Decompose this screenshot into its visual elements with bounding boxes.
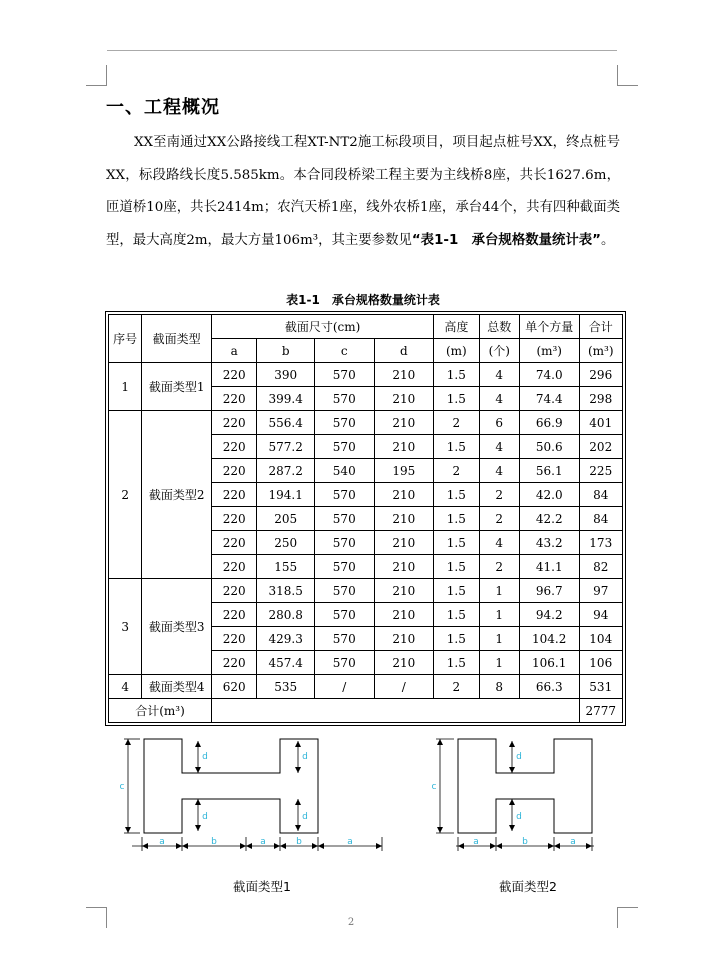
cell-value: 41.1 xyxy=(519,555,579,579)
cell-value: 220 xyxy=(211,579,256,603)
crop-mark-top-right xyxy=(617,65,638,86)
figure-caption-1: 截面类型1 xyxy=(233,879,291,894)
cell-value: 570 xyxy=(314,411,374,435)
cell-value: 66.9 xyxy=(519,411,579,435)
paragraph-end: 。 xyxy=(600,232,615,248)
cell-value: 96.7 xyxy=(519,579,579,603)
dim-a-right: a xyxy=(347,837,353,847)
table-row xyxy=(109,363,623,387)
cell-value: 4 xyxy=(479,459,519,483)
total-value: 2777 xyxy=(579,699,623,723)
cell-value: 225 xyxy=(579,459,623,483)
cell-value: 8 xyxy=(479,675,519,699)
dim-c: c xyxy=(119,782,125,792)
dim-a-mid: a xyxy=(260,837,266,847)
cell-value: 390 xyxy=(257,363,315,387)
cell-value: 173 xyxy=(579,531,623,555)
cell-value: 298 xyxy=(579,387,623,411)
cell-value: 210 xyxy=(374,651,434,675)
cell-value: 210 xyxy=(374,531,434,555)
cell-value: 82 xyxy=(579,555,623,579)
cell-value: 97 xyxy=(579,579,623,603)
header-height-unit: (m) xyxy=(434,339,479,363)
cell-value: 4 xyxy=(479,363,519,387)
cell-value: 220 xyxy=(211,627,256,651)
cell-value: 531 xyxy=(579,675,623,699)
cell-value: 620 xyxy=(211,675,256,699)
cell-value: / xyxy=(374,675,434,699)
header-count-unit: (个) xyxy=(479,339,519,363)
cell-value: 195 xyxy=(374,459,434,483)
cell-value: 570 xyxy=(314,363,374,387)
cell-seq: 1 xyxy=(109,363,142,411)
cell-value: 210 xyxy=(374,555,434,579)
cell-value: 210 xyxy=(374,603,434,627)
cell-value: 220 xyxy=(211,507,256,531)
dim-d-2: d xyxy=(202,812,208,822)
cell-value: 296 xyxy=(579,363,623,387)
cell-value: / xyxy=(314,675,374,699)
cell-value: 2 xyxy=(434,675,479,699)
cell-value: 535 xyxy=(257,675,315,699)
cell-value: 220 xyxy=(211,435,256,459)
cell-value: 570 xyxy=(314,627,374,651)
dim-d-3: d xyxy=(302,752,308,762)
cell-value: 2 xyxy=(479,555,519,579)
cell-value: 210 xyxy=(374,483,434,507)
cell-value: 210 xyxy=(374,387,434,411)
paragraph-text: XX至南通过XX公路接线工程XT-NT2施工标段项目，项目起点桩号XX，终点桩号XX，标段路线长度5.585km。本合同段桥梁工程主要为主线桥8座，共长1627.6m，匝道桥10座，共长2414m；农汽天桥1座，线外农桥1座，承台44个，共有四种截面类型，最大高度2m，最大方量106m³，其主要参数见 xyxy=(106,135,620,248)
cell-seq: 3 xyxy=(109,579,142,675)
cell-value: 1.5 xyxy=(434,531,479,555)
cell-value: 429.3 xyxy=(257,627,315,651)
table-row xyxy=(109,579,623,603)
cell-value: 220 xyxy=(211,603,256,627)
header-count: 总数 xyxy=(479,315,519,339)
cell-value: 94.2 xyxy=(519,603,579,627)
dim-d-2: d xyxy=(516,812,522,822)
cell-seq: 4 xyxy=(109,675,142,699)
cell-value: 56.1 xyxy=(519,459,579,483)
cell-value: 43.2 xyxy=(519,531,579,555)
cell-type: 截面类型4 xyxy=(142,675,212,699)
cell-value: 42.0 xyxy=(519,483,579,507)
cell-type: 截面类型1 xyxy=(142,363,212,411)
cell-value: 570 xyxy=(314,651,374,675)
dim-d-4: d xyxy=(302,812,308,822)
cell-value: 556.4 xyxy=(257,411,315,435)
cell-value: 155 xyxy=(257,555,315,579)
cell-value: 210 xyxy=(374,363,434,387)
cell-value: 94 xyxy=(579,603,623,627)
dim-a-left: a xyxy=(159,837,165,847)
cell-value: 50.6 xyxy=(519,435,579,459)
cell-value: 1.5 xyxy=(434,507,479,531)
header-total-unit: (m³) xyxy=(579,339,623,363)
crop-mark-top-left xyxy=(86,65,107,86)
dim-b-right: b xyxy=(296,837,302,847)
cell-value: 74.4 xyxy=(519,387,579,411)
dim-b: b xyxy=(522,837,528,847)
overview-paragraph xyxy=(106,127,620,257)
cell-value: 220 xyxy=(211,411,256,435)
cell-value: 220 xyxy=(211,459,256,483)
cell-value: 84 xyxy=(579,507,623,531)
cell-value: 1 xyxy=(479,579,519,603)
cell-value: 1.5 xyxy=(434,435,479,459)
cell-value: 570 xyxy=(314,483,374,507)
cell-value: 401 xyxy=(579,411,623,435)
table-caption: 表1-1 承台规格数量统计表 xyxy=(286,293,440,307)
header-d: d xyxy=(374,339,434,363)
cell-value: 220 xyxy=(211,531,256,555)
cell-value: 1.5 xyxy=(434,483,479,507)
header-volume: 单个方量 xyxy=(519,315,579,339)
cell-value: 106.1 xyxy=(519,651,579,675)
cell-value: 570 xyxy=(314,579,374,603)
cell-value: 210 xyxy=(374,579,434,603)
header-total: 合计 xyxy=(579,315,623,339)
section-type-1-diagram xyxy=(110,733,392,863)
table-body xyxy=(109,363,623,699)
cell-value: 42.2 xyxy=(519,507,579,531)
header-a: a xyxy=(211,339,256,363)
header-c: c xyxy=(314,339,374,363)
cell-value: 1 xyxy=(479,627,519,651)
cell-value: 66.3 xyxy=(519,675,579,699)
total-label: 合计(m³) xyxy=(109,699,212,723)
cell-value: 457.4 xyxy=(257,651,315,675)
cell-value: 106 xyxy=(579,651,623,675)
header-type: 截面类型 xyxy=(142,315,212,363)
table-reference: “表1-1 承台规格数量统计表” xyxy=(411,232,601,248)
cell-value: 2 xyxy=(479,507,519,531)
cell-value: 220 xyxy=(211,363,256,387)
cell-value: 280.8 xyxy=(257,603,315,627)
header-rule xyxy=(107,50,617,51)
dim-c: c xyxy=(431,782,437,792)
total-blank xyxy=(211,699,579,723)
header-height: 高度 xyxy=(434,315,479,339)
cell-value: 570 xyxy=(314,531,374,555)
cell-value: 104.2 xyxy=(519,627,579,651)
table-row xyxy=(109,675,623,699)
cell-value: 318.5 xyxy=(257,579,315,603)
cell-value: 210 xyxy=(374,435,434,459)
page-number: 2 xyxy=(347,917,355,928)
cell-value: 287.2 xyxy=(257,459,315,483)
cell-value: 202 xyxy=(579,435,623,459)
figure-caption-2: 截面类型2 xyxy=(499,879,557,894)
cell-value: 2 xyxy=(434,459,479,483)
dim-d-1: d xyxy=(202,752,208,762)
cell-value: 570 xyxy=(314,387,374,411)
cell-value: 540 xyxy=(314,459,374,483)
cell-value: 399.4 xyxy=(257,387,315,411)
cell-value: 2 xyxy=(479,483,519,507)
cell-value: 1.5 xyxy=(434,627,479,651)
cell-value: 1.5 xyxy=(434,651,479,675)
cell-value: 570 xyxy=(314,507,374,531)
header-dims: 截面尺寸(cm) xyxy=(211,315,433,339)
dim-d-1: d xyxy=(516,752,522,762)
cell-value: 570 xyxy=(314,555,374,579)
cell-value: 1.5 xyxy=(434,555,479,579)
cell-value: 84 xyxy=(579,483,623,507)
cell-value: 2 xyxy=(434,411,479,435)
cap-spec-table xyxy=(108,314,623,723)
cell-value: 1.5 xyxy=(434,603,479,627)
cell-value: 570 xyxy=(314,435,374,459)
dim-b-left: b xyxy=(211,837,217,847)
cell-value: 4 xyxy=(479,531,519,555)
cell-value: 210 xyxy=(374,507,434,531)
header-b: b xyxy=(257,339,315,363)
cell-value: 1.5 xyxy=(434,387,479,411)
cell-value: 74.0 xyxy=(519,363,579,387)
cell-value: 4 xyxy=(479,435,519,459)
cell-value: 4 xyxy=(479,387,519,411)
cell-value: 220 xyxy=(211,651,256,675)
cell-value: 210 xyxy=(374,627,434,651)
table-frame xyxy=(105,311,626,726)
dim-a-right: a xyxy=(570,837,576,847)
dim-a-left: a xyxy=(473,837,479,847)
section-heading: 一、工程概况 xyxy=(106,97,220,118)
cell-value: 577.2 xyxy=(257,435,315,459)
cell-value: 250 xyxy=(257,531,315,555)
section-type-2-diagram xyxy=(426,733,596,863)
cell-type: 截面类型2 xyxy=(142,411,212,579)
cell-value: 220 xyxy=(211,555,256,579)
cell-value: 1.5 xyxy=(434,363,479,387)
header-seq: 序号 xyxy=(109,315,142,363)
header-volume-unit: (m³) xyxy=(519,339,579,363)
cell-value: 1.5 xyxy=(434,579,479,603)
cell-value: 220 xyxy=(211,387,256,411)
cell-value: 6 xyxy=(479,411,519,435)
cell-value: 1 xyxy=(479,651,519,675)
cell-value: 570 xyxy=(314,603,374,627)
table-row xyxy=(109,411,623,435)
cell-value: 210 xyxy=(374,411,434,435)
cell-value: 104 xyxy=(579,627,623,651)
cell-type: 截面类型3 xyxy=(142,579,212,675)
cell-value: 205 xyxy=(257,507,315,531)
cell-value: 1 xyxy=(479,603,519,627)
cell-seq: 2 xyxy=(109,411,142,579)
cell-value: 220 xyxy=(211,483,256,507)
cell-value: 194.1 xyxy=(257,483,315,507)
